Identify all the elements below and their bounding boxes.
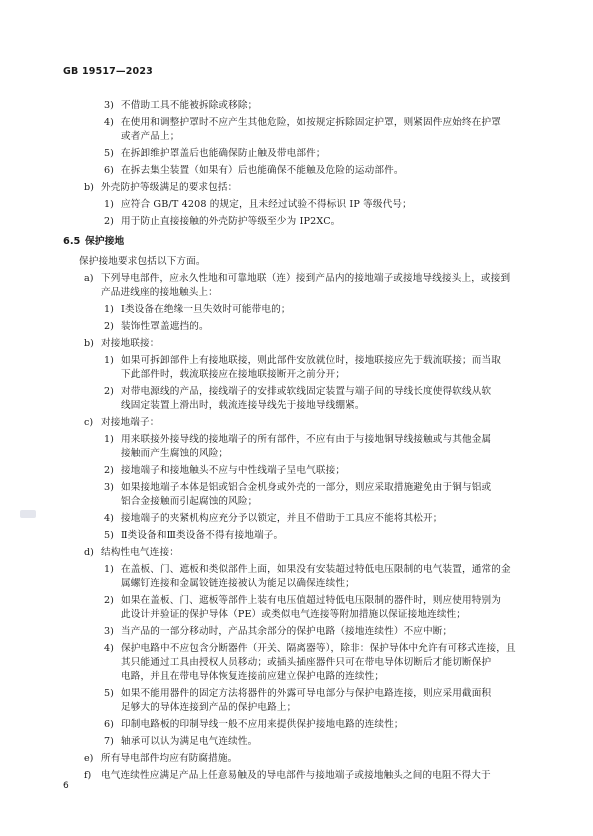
text-line: 此设计并验证的保护导体（PE）或类似电气连接等附加措施以保证接地连续性； <box>121 609 467 620</box>
text-line: 铝合金接触而引起腐蚀的风险； <box>121 496 258 507</box>
text-line: 接地端子和接地触头不应与中性线端子呈电气联接； <box>121 465 346 476</box>
text-line: 线固定装置上滑出时，载流连接导线先于接地导线绷紧。 <box>121 400 365 411</box>
list-marker: 5) <box>104 148 114 159</box>
text-line: 其只能通过工具由授权人员移动；或插头插座器件只可在带电导体切断后才能切断保护 <box>121 657 492 668</box>
list-marker: 1) <box>104 304 114 315</box>
list-marker: 1) <box>104 355 114 366</box>
text-line: 保护电路中不应包含分断器件（开关、隔离器等），除非：保护导体中允许有可移式连接，且 <box>121 643 516 654</box>
text-line: 如果接地端子本体是铝或铝合金机身或外壳的一部分，则应采取措施避免由于铜与铝或 <box>121 482 492 493</box>
text-line: 产品进线座的接地触头上： <box>101 287 218 298</box>
text-line: 电气连续性应满足产品上任意易触及的导电部件与接地端子或接地触头之间的电阻不得大于 <box>101 770 491 781</box>
text-line: 轴承可以认为满足电气连续性。 <box>121 736 258 747</box>
text-line: 用于防止直接接触的外壳防护等级至少为 IP2XC。 <box>121 216 341 227</box>
text-line: Ⅱ类设备和Ⅲ类设备不得有接地端子。 <box>121 530 284 541</box>
list-marker: 3) <box>104 626 114 637</box>
text-line: 下列导电部件，应永久性地和可靠地联（连）接到产品内的接地端子或接地导线接头上，或接到 <box>101 273 511 284</box>
list-marker: 1) <box>104 199 114 210</box>
list-marker: 1) <box>104 434 114 445</box>
text-line: 在使用和调整护罩时不应产生其他危险，如按规定拆除固定护罩，则紧固件应始终在护罩 <box>121 117 502 128</box>
section-title: 保护接地 <box>85 236 125 247</box>
text-line: 或者产品上； <box>121 131 180 142</box>
list-marker: c) <box>84 417 94 428</box>
list-marker: 3) <box>104 100 114 111</box>
page-number: 6 <box>63 781 69 791</box>
text-line: 应符合 GB/T 4208 的规定，且未经过试验不得标识 IP 等级代号； <box>121 199 412 210</box>
text-line: 如果不能用器件的固定方法将器件的外露可导电部分与保护电路连接，则应采用截面积 <box>121 688 492 699</box>
section-heading <box>63 236 124 248</box>
list-marker: 1) <box>104 564 114 575</box>
standard-number: GB 19517—2023 <box>63 66 153 77</box>
text-line: 对接地端子： <box>101 417 160 428</box>
text-line: 外壳防护等级满足的要求包括： <box>101 182 238 193</box>
text-line: 保护接地要求包括以下方面。 <box>79 256 206 267</box>
list-marker: b) <box>84 338 94 349</box>
text-line: 如果可拆卸部件上有接地联接，则此部件安放就位时，接地联接应先于载流联接；而当取 <box>121 355 502 366</box>
text-line: 下此部件时，载流联接应在接地联接断开之前分开； <box>121 369 346 380</box>
text-line: 如果在盖板、门、遮板等部件上装有电压值超过特低电压限制的器件时，则应使用特别为 <box>121 595 502 606</box>
text-line: 对带电源线的产品，接线端子的安排或软线固定装置与端子间的导线长度使得软线从软 <box>121 386 492 397</box>
text-line: 结构性电气连接： <box>101 547 179 558</box>
text-line: 当产品的一部分移动时，产品其余部分的保护电路（接地连续性）不应中断； <box>121 626 453 637</box>
list-marker: 3) <box>104 482 114 493</box>
list-marker: e) <box>84 753 94 764</box>
list-marker: d) <box>84 547 94 558</box>
text-line: 装饰性罩盖遮挡的。 <box>121 321 209 332</box>
list-marker: 4) <box>104 643 114 654</box>
watermark-stamp-icon <box>20 510 36 518</box>
list-marker: 4) <box>104 117 114 128</box>
text-line: 不借助工具不能被拆除或移除； <box>121 100 258 111</box>
text-line: 足够大的导体连接到产品的保护电路上； <box>121 702 297 713</box>
text-line: Ⅰ类设备在绝缘一旦失效时可能带电的； <box>121 304 291 315</box>
text-line: 在拆卸维护罩盖后也能确保防止触及带电部件； <box>121 148 326 159</box>
list-marker: 2) <box>104 465 114 476</box>
list-marker: b) <box>84 182 94 193</box>
text-line: 在拆去集尘装置（如果有）后也能确保不能触及危险的运动部件。 <box>121 165 404 176</box>
list-marker: 2) <box>104 595 114 606</box>
list-marker: 6) <box>104 719 114 730</box>
list-marker: 6) <box>104 165 114 176</box>
list-marker: 2) <box>104 321 114 332</box>
list-marker: 4) <box>104 513 114 524</box>
list-marker: 5) <box>104 688 114 699</box>
list-marker: a) <box>84 273 94 284</box>
text-line: 对接地联接： <box>101 338 160 349</box>
list-marker: 7) <box>104 736 114 747</box>
list-marker: 2) <box>104 386 114 397</box>
text-line: 接地端子的夹紧机构应充分予以锁定，并且不借助于工具应不能将其松开； <box>121 513 443 524</box>
text-line: 接触而产生腐蚀的风险； <box>121 448 229 459</box>
section-number: 6.5 <box>63 236 81 247</box>
text-line: 用来联接外接导线的接地端子的所有部件，不应有由于与接地铜导线接触或与其他金属 <box>121 434 492 445</box>
text-line: 电路，并且在带电导体恢复连接前应建立保护电路的连续性； <box>121 671 385 682</box>
text-line: 属螺钉连接和金属铰链连接被认为能足以确保连续性； <box>121 578 355 589</box>
list-marker: f) <box>84 770 92 781</box>
text-line: 在盖板、门、遮板和类似部件上面，如果没有安装超过特低电压限制的电气装置，通常的金 <box>121 564 511 575</box>
list-marker: 2) <box>104 216 114 227</box>
list-marker: 5) <box>104 530 114 541</box>
text-line: 所有导电部件均应有防腐措施。 <box>101 753 238 764</box>
text-line: 印制电路板的印制导线一般不应用来提供保护接地电路的连续性； <box>121 719 404 730</box>
